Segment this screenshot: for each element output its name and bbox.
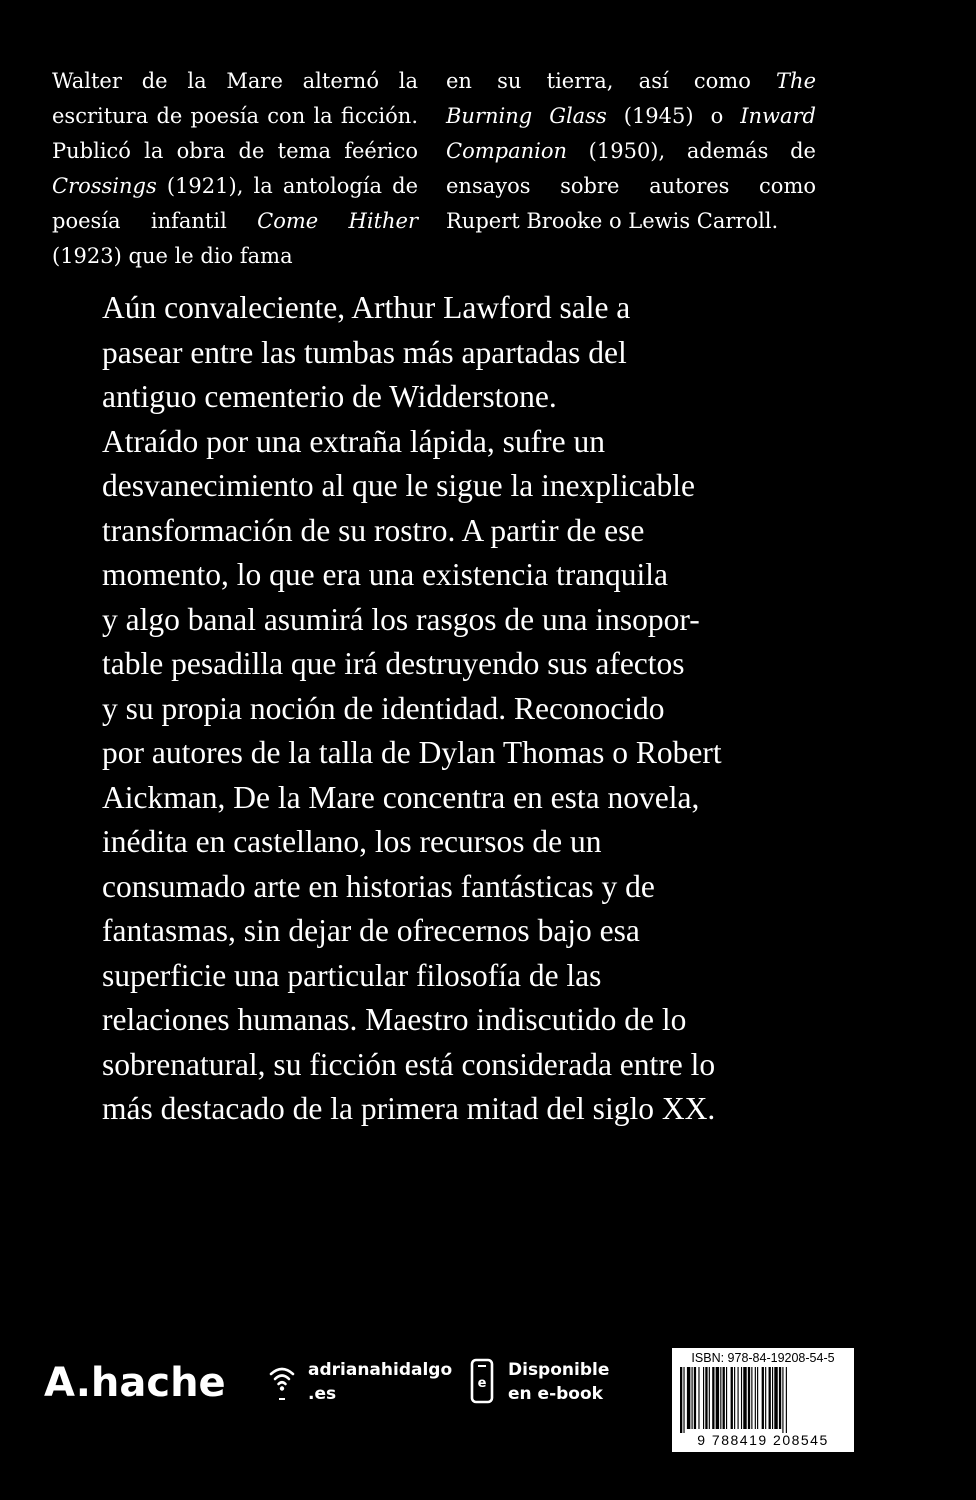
synopsis-line: Aickman, De la Mare concentra en esta novela, — [102, 779, 700, 815]
barcode-bar — [738, 1367, 739, 1429]
barcode-bar — [779, 1367, 781, 1429]
barcode-bar — [680, 1367, 682, 1433]
barcode-bar — [772, 1367, 773, 1429]
barcode-bar — [694, 1367, 696, 1429]
barcode-bar — [716, 1367, 719, 1429]
footer — [0, 1344, 976, 1464]
synopsis-line: sobrenatural, su ficción está considerada entre lo — [102, 1046, 716, 1082]
barcode-bar — [692, 1367, 693, 1429]
barcode-bar — [757, 1367, 758, 1429]
synopsis-line: table pesadilla que irá destruyendo sus afectos — [102, 646, 685, 681]
synopsis-line: pasear entre las tumbas más apartadas del — [102, 334, 627, 370]
synopsis-line: momento, lo que era una existencia tranquila — [102, 557, 668, 592]
barcode-bar — [782, 1367, 783, 1433]
barcode-bars — [676, 1367, 850, 1433]
barcode-bar — [703, 1367, 704, 1429]
synopsis-line: consumado arte en historias fantásticas y de — [102, 868, 655, 904]
barcode-bar — [705, 1367, 707, 1429]
isbn-barcode — [672, 1348, 854, 1452]
synopsis-line: Atraído por una extraña lápida, sufre un — [102, 423, 605, 459]
synopsis — [102, 286, 774, 1132]
ebook-line-1: Disponible — [508, 1360, 610, 1380]
synopsis-line: desvanecimiento al que le sigue la inexplicable — [102, 468, 696, 503]
barcode-bar — [748, 1367, 750, 1429]
barcode-bar — [741, 1367, 742, 1429]
barcode-bar — [755, 1367, 756, 1429]
ebook-line-2: en e-book — [508, 1384, 603, 1404]
barcode-bar — [762, 1367, 764, 1429]
synopsis-line: Aún convaleciente, Arthur Lawford sale a — [102, 290, 631, 325]
barcode-bar — [765, 1367, 766, 1429]
barcode-bar — [712, 1367, 714, 1429]
ebook-availability — [470, 1358, 609, 1406]
synopsis-line: más destacado de la primera mitad del siglo XX. — [102, 1091, 716, 1126]
website-link[interactable] — [268, 1358, 452, 1406]
synopsis-line: y algo banal asumirá los rasgos de una insopor- — [102, 601, 700, 637]
barcode-bar — [743, 1367, 746, 1429]
synopsis-line: por autores de la talla de Dylan Thomas o Robert — [102, 735, 722, 770]
barcode-bar — [723, 1367, 725, 1429]
author-bio-column-2: en su tierra, así como The Burning Glass (1945) o Inward Companion (1950), además de ensayos sobre autores como Rupert Brooke o Lewis Carroll. — [446, 69, 816, 233]
wifi-icon — [268, 1358, 296, 1402]
synopsis-line: antiguo cementerio de Widderstone. — [102, 379, 557, 414]
author-bio-column-1: Walter de la Mare alternó la escritura de poesía con la ficción. Publicó la obra de tema feérico Crossings (1921), la antología de poesía infantil Come Hither (1923) que le dio fama — [52, 69, 419, 268]
barcode-bar — [786, 1367, 787, 1433]
svg-text:e: e — [477, 1376, 487, 1391]
synopsis-line: superficie una particular filosofía de las — [102, 957, 602, 993]
barcode-bar — [683, 1367, 684, 1433]
book-title-burning-glass: The Burning Glass — [446, 69, 816, 128]
publisher-logo: A.hache — [44, 1360, 226, 1406]
barcode-bar — [774, 1367, 777, 1429]
website-line-2: .es — [308, 1384, 337, 1404]
book-title-crossings: Crossings — [52, 174, 157, 198]
synopsis-line: inédita en castellano, los recursos de un — [102, 824, 602, 859]
synopsis-line: fantasmas, sin dejar de ofrecernos bajo esa — [102, 913, 640, 948]
author-bio — [52, 64, 816, 274]
barcode-bar — [734, 1367, 735, 1429]
barcode-bar — [709, 1367, 710, 1429]
ebook-icon — [470, 1358, 494, 1404]
synopsis-line: y su propia noción de identidad. Reconocido — [102, 690, 665, 726]
barcode-bar — [731, 1367, 733, 1429]
book-title-come-hither: Come Hither — [257, 209, 419, 233]
barcode-bar — [687, 1367, 690, 1429]
barcode-bar — [720, 1367, 721, 1429]
barcode-bar — [769, 1367, 771, 1429]
barcode-bar — [698, 1367, 699, 1429]
synopsis-line: relaciones humanas. Maestro indiscutido de lo — [102, 1002, 687, 1037]
ean-number: 9 788419 208545 — [697, 1432, 829, 1448]
book-title-inward-companion: Inward Companion — [446, 104, 816, 163]
synopsis-line: transformación de su rostro. A partir de ese — [102, 512, 645, 548]
isbn-label: ISBN: 978-84-19208-54-5 — [691, 1351, 835, 1365]
website-line-1: adrianahidalgo — [308, 1360, 453, 1380]
barcode-bar — [726, 1367, 727, 1429]
barcode-bar — [751, 1367, 752, 1429]
